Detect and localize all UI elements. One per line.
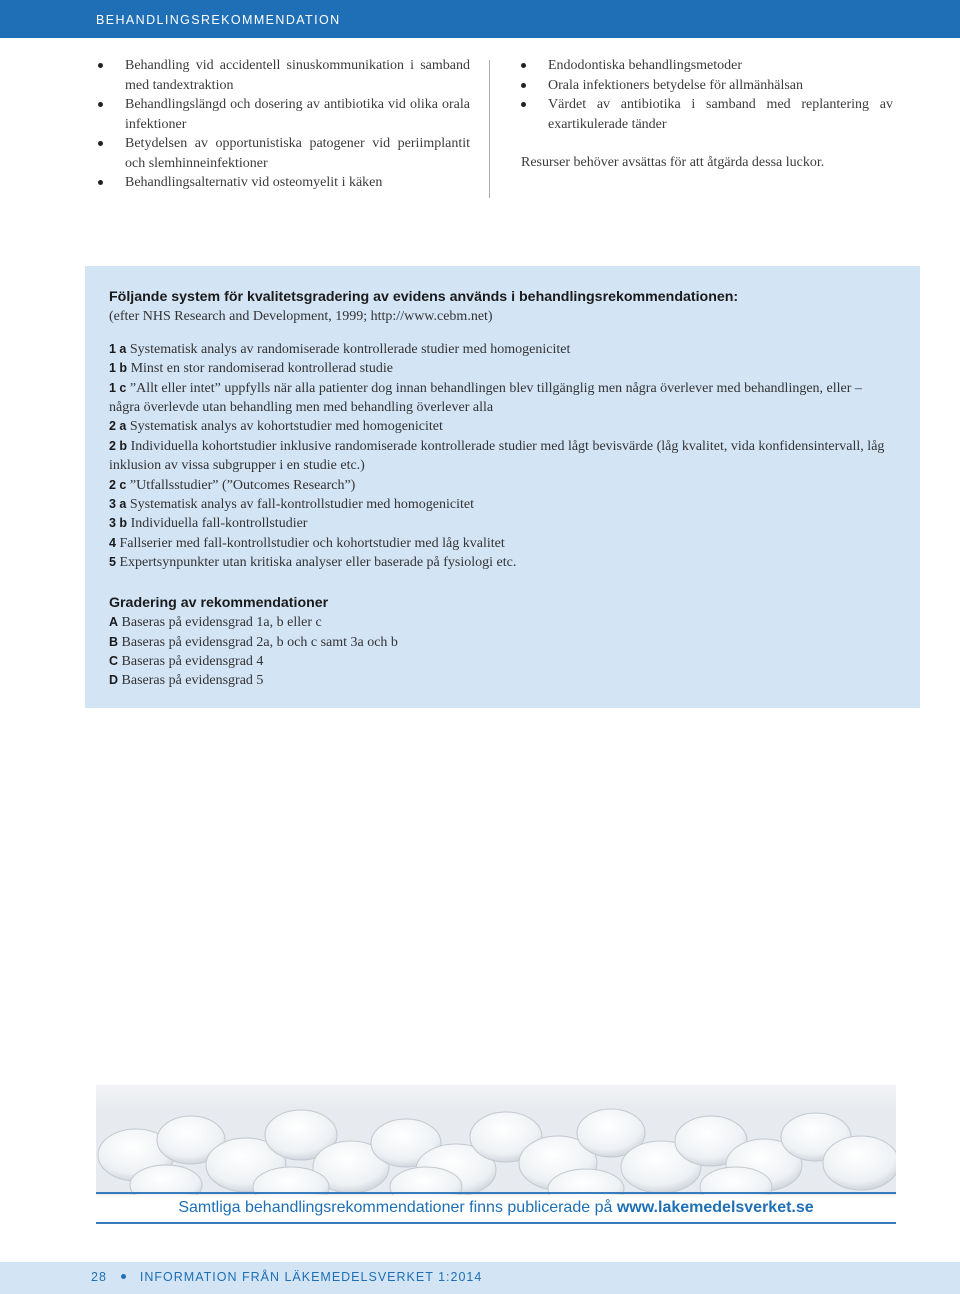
evidence-text: ”Utfallsstudier” (”Outcomes Research”) (129, 477, 356, 493)
evidence-text: Systematisk analys av randomiserade kontrollerade studier med homogenicitet (129, 341, 571, 357)
evidence-text: Individuella kohortstudier inklusive randomiserade kontrollerade studier med lågt bevisvärde (låg kvalitet, vida konfidensintervall, låg inklusion av vissa subgrupper i en studie etc.) (109, 438, 885, 474)
evidence-code: 3 a (109, 497, 127, 512)
list-item: Endodontiska behandlingsmetoder (521, 56, 893, 76)
evidence-level (109, 495, 896, 514)
evidence-text: Individuella fall-kontrollstudier (130, 516, 308, 532)
evidence-code: 2 a (109, 419, 127, 434)
grading-section (109, 594, 896, 691)
grade-line (109, 613, 896, 632)
evidence-text: Systematisk analys av fall-kontrollstudier med homogenicitet (129, 497, 474, 513)
evidence-level (109, 417, 896, 436)
banner-text: Samtliga behandlingsrekommendationer finns publicerade på (178, 1199, 613, 1216)
evidence-text: Minst en stor randomiserad kontrollerad studie (130, 361, 394, 377)
left-column (98, 56, 470, 193)
evidence-code: 2 b (109, 438, 128, 453)
evidence-level (109, 476, 896, 495)
resources-note: Resurser behöver avsättas för att åtgärda dessa luckor. (521, 155, 825, 170)
banner-rule-top (96, 1192, 896, 1194)
grade-text: Baseras på evidensgrad 2a, b och c samt 3a och b (121, 634, 398, 650)
evidence-level-list (109, 340, 896, 573)
page-footer (0, 1262, 960, 1294)
evidence-code: 4 (109, 535, 116, 550)
evidence-level (109, 359, 896, 378)
evidence-heading: Följande system för kvalitetsgradering av evidens används i behandlingsrekommendationen: (109, 289, 739, 305)
evidence-level (109, 514, 896, 533)
banner-rule-bottom (96, 1222, 896, 1224)
list-item: Värdet av antibiotika i samband med replantering av exartikulerade tänder (521, 95, 893, 134)
section-title: BEHANDLINGSREKOMMENDATION (96, 13, 341, 27)
evidence-level (109, 534, 896, 553)
evidence-code: 3 b (109, 516, 128, 531)
evidence-level (109, 437, 896, 476)
evidence-text: Expertsynpunkter utan kritiska analyser eller baserade på fysiologi etc. (119, 555, 517, 571)
website-link[interactable]: www.lakemedelsverket.se (616, 1199, 814, 1216)
evidence-code: 1 b (109, 361, 128, 376)
evidence-code: 1 c (109, 380, 127, 395)
bullet-separator (121, 1274, 126, 1279)
list-item: Behandling vid accidentell sinuskommunikation i samband med tandextraktion (98, 56, 470, 95)
pills-image (96, 1045, 896, 1195)
grade-line (109, 652, 896, 671)
evidence-source: (efter NHS Research and Development, 1999; http://www.cebm.net) (109, 309, 493, 325)
grade-code: A (109, 615, 119, 630)
evidence-code: 1 a (109, 341, 127, 356)
grade-line (109, 633, 896, 652)
list-item: Betydelsen av opportunistiska patogener vid periimplantit och slemhinneinfektioner (98, 134, 470, 173)
grading-heading: Gradering av rekommendationer (109, 594, 329, 611)
grade-code: D (109, 673, 119, 688)
grade-text: Baseras på evidensgrad 4 (121, 653, 264, 669)
evidence-text: Fallserier med fall-kontrollstudier och kohortstudier med låg kvalitet (119, 535, 505, 551)
evidence-code: 5 (109, 555, 116, 570)
grade-text: Baseras på evidensgrad 5 (121, 673, 264, 689)
grade-code: B (109, 634, 119, 649)
section-header (0, 0, 960, 38)
evidence-level (109, 340, 896, 359)
evidence-level (109, 379, 896, 418)
right-bullet-list (521, 56, 893, 134)
evidence-info-box (85, 266, 920, 708)
left-bullet-list (98, 56, 470, 193)
grade-text: Baseras på evidensgrad 1a, b eller c (121, 615, 322, 631)
publication-banner (96, 1199, 896, 1217)
list-item: Behandlingsalternativ vid osteomyelit i käken (98, 173, 470, 193)
evidence-text: Systematisk analys av kohortstudier med homogenicitet (129, 419, 443, 435)
evidence-level (109, 553, 896, 572)
publication-name: INFORMATION FRÅN LÄKEMEDELSVERKET 1:2014 (139, 1270, 483, 1284)
list-item: Behandlingslängd och dosering av antibiotika vid olika orala infektioner (98, 95, 470, 134)
evidence-text: ”Allt eller intet” uppfylls när alla patienter dog innan behandlingen blev tillgänglig men några överlever med behandlingen, eller – några överlevde utan behandling men med behandling överlever alla (109, 380, 862, 416)
column-divider (489, 60, 490, 198)
evidence-code: 2 c (109, 477, 127, 492)
page-number: 28 (91, 1270, 107, 1284)
grade-line (109, 671, 896, 690)
grade-code: C (109, 653, 119, 668)
right-column (521, 56, 893, 173)
list-item: Orala infektioners betydelse för allmänhälsan (521, 76, 893, 96)
